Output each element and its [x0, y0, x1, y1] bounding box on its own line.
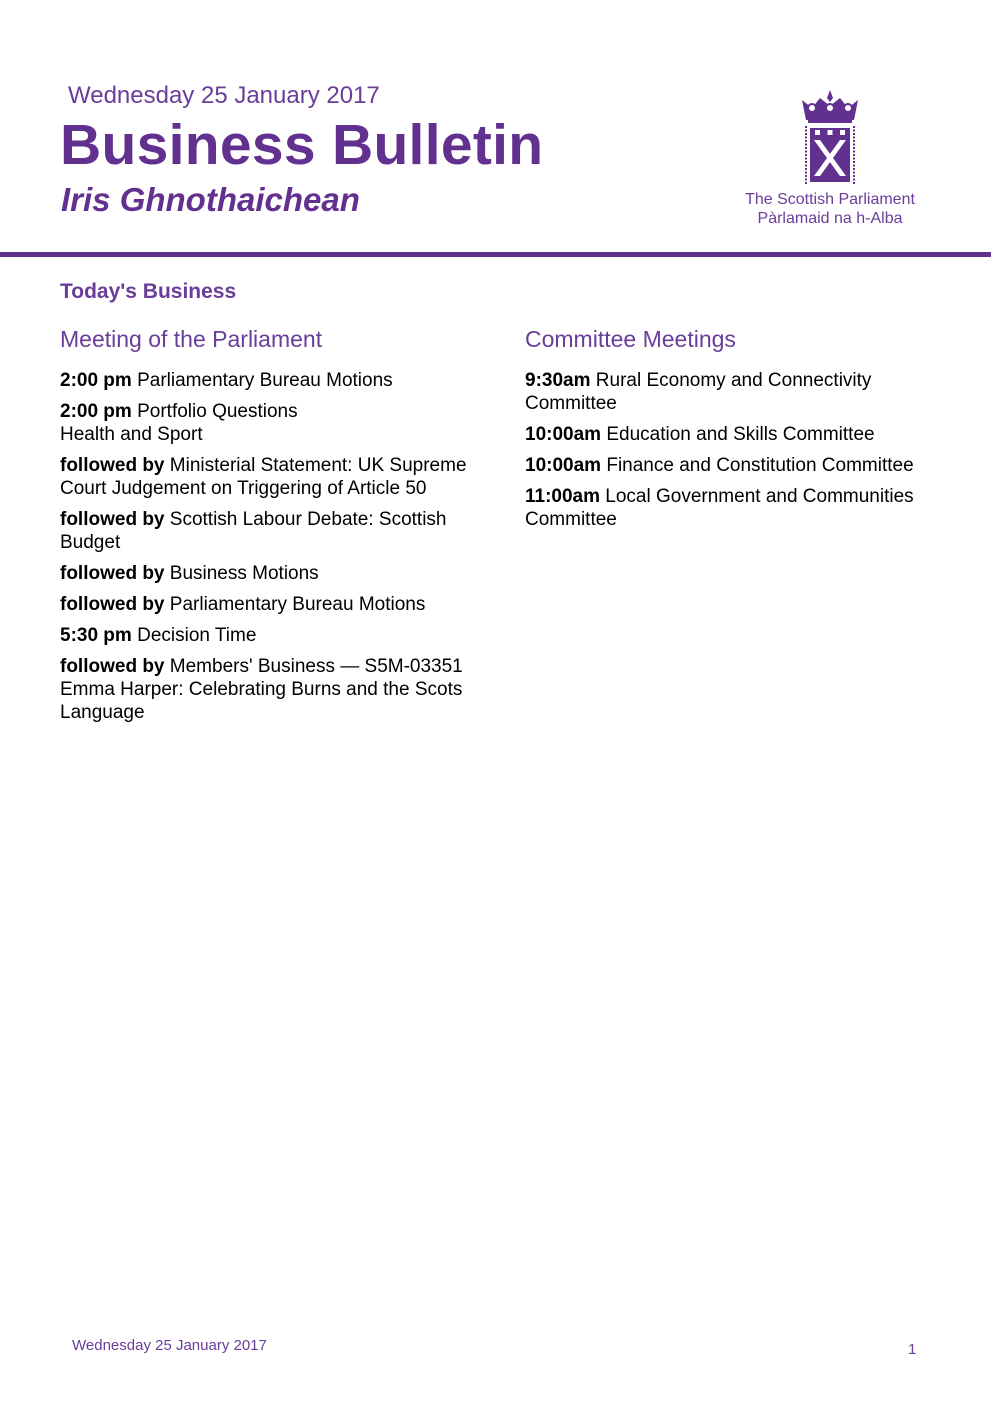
agenda-item — [60, 562, 470, 585]
agenda-item — [60, 624, 470, 647]
committee-name: Finance and Constitution Committee — [606, 455, 914, 476]
agenda-time: 5:30 pm — [60, 625, 132, 646]
committee-time: 10:00am — [525, 424, 602, 445]
agenda-item — [60, 593, 470, 616]
agenda-time: 2:00 pm — [60, 401, 132, 422]
agenda-time: followed by — [60, 563, 165, 584]
committee-item — [525, 485, 915, 531]
agenda-text: Parliamentary Bureau Motions — [169, 594, 426, 615]
meeting-heading: Meeting of the Parliament — [60, 326, 323, 352]
agenda-item — [60, 655, 470, 724]
bulletin-date: Wednesday 25 January 2017 — [68, 82, 380, 109]
agenda-time: followed by — [60, 656, 165, 677]
committee-time: 11:00am — [525, 486, 601, 507]
committee-name: Education and Skills Committee — [606, 424, 875, 445]
committees-heading: Committee Meetings — [525, 326, 736, 352]
committee-item — [525, 454, 915, 477]
agenda-time: followed by — [60, 594, 165, 615]
committee-time: 9:30am — [525, 370, 591, 391]
agenda-text: Scottish Labour Debate: Scottish Budget — [60, 509, 447, 553]
logo-wordmark — [740, 190, 920, 228]
agenda-text: Portfolio Questions — [137, 401, 298, 422]
agenda-time: followed by — [60, 455, 165, 476]
page-number: 1 — [908, 1341, 917, 1358]
committee-time: 10:00am — [525, 455, 602, 476]
agenda-item — [60, 400, 470, 446]
committee-item — [525, 423, 915, 446]
scottish-parliament-crest-icon — [798, 86, 862, 186]
committee-name: Local Government and Communities Committee — [525, 486, 914, 530]
agenda-text: Parliamentary Bureau Motions — [137, 370, 393, 391]
section-title: Today's Business — [60, 280, 237, 303]
agenda-item — [60, 508, 470, 554]
agenda-time: followed by — [60, 509, 165, 530]
page-title: Business Bulletin — [60, 113, 544, 177]
agenda-item — [60, 369, 470, 392]
agenda-text: Decision Time — [137, 625, 257, 646]
committee-item — [525, 369, 915, 415]
page-subtitle: Iris Ghnothaichean — [61, 181, 360, 218]
agenda-text: Members' Business — S5M-03351 Emma Harper: Celebrating Burns and the Scots Language — [60, 656, 463, 723]
committee-meetings-column — [525, 325, 915, 539]
meeting-of-parliament-column — [60, 325, 470, 732]
agenda-subtext: Health and Sport — [60, 424, 203, 445]
footer-date: Wednesday 25 January 2017 — [72, 1337, 267, 1354]
agenda-text: Business Motions — [169, 563, 319, 584]
logo-line-english: The Scottish Parliament — [745, 191, 915, 208]
agenda-time: 2:00 pm — [60, 370, 132, 391]
committee-name: Rural Economy and Connectivity Committee — [525, 370, 872, 414]
parliament-logo — [740, 86, 920, 236]
header-divider — [0, 252, 991, 257]
agenda-item — [60, 454, 470, 500]
agenda-text: Ministerial Statement: UK Supreme Court Judgement on Triggering of Article 50 — [60, 455, 467, 499]
logo-line-gaelic: Pàrlamaid na h-Alba — [757, 210, 903, 227]
